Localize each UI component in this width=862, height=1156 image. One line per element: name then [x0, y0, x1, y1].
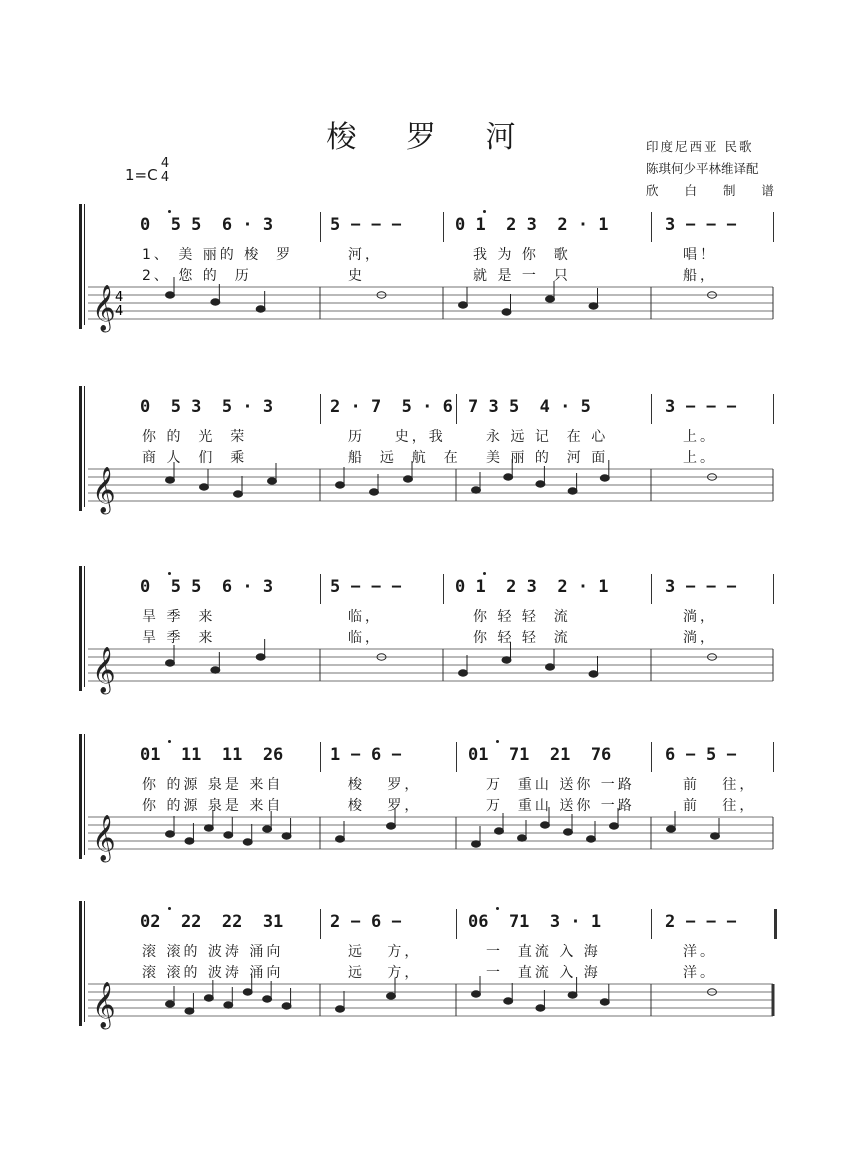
note-head: [536, 481, 545, 487]
lyric-line-2: 梭 罗，: [348, 798, 422, 814]
octave-dot: [168, 907, 171, 910]
jianpu-measure: 01 71 21 76: [468, 745, 612, 765]
lyric-line-2: 商 人 们 乘: [142, 450, 248, 466]
note-head: [243, 989, 252, 995]
staff: [0, 815, 862, 865]
octave-dot: [496, 907, 499, 910]
jianpu-measure: 06 71 3 · 1: [468, 912, 602, 932]
lyric-line-2: 洋。: [683, 965, 717, 981]
note-head: [166, 477, 175, 483]
song-title: 梭 罗 河: [326, 120, 536, 155]
note-head: [587, 836, 596, 842]
note-head: [256, 306, 265, 312]
lyric-line-1: 旱 季 来: [142, 609, 216, 625]
jianpu-barline: [651, 574, 652, 604]
time-sig-top: 4: [160, 156, 170, 171]
jianpu-barline: [651, 394, 652, 424]
note-head: [256, 654, 265, 660]
note-head: [336, 482, 345, 488]
note-head: [568, 992, 577, 998]
time-signature: [160, 157, 170, 185]
jianpu-barline: [320, 394, 321, 424]
note-head: [564, 829, 573, 835]
note-head: [667, 826, 676, 832]
lyric-line-1: 临，: [348, 609, 382, 625]
jianpu-measure: 0 5 3 5 · 3: [140, 397, 274, 417]
note-head: [387, 823, 396, 829]
note-head: [610, 823, 619, 829]
note-head: [282, 833, 291, 839]
octave-dot: [483, 210, 486, 213]
note-head: [282, 1003, 291, 1009]
note-head: [536, 1005, 545, 1011]
jianpu-measure: 0 1 2 3 2 · 1: [455, 215, 609, 235]
jianpu-barline: [774, 909, 777, 939]
jianpu-barline: [456, 909, 457, 939]
note-head: [387, 993, 396, 999]
note-head: [204, 995, 213, 1001]
staff: [0, 285, 862, 335]
lyric-line-2: 2、 您 的 历: [142, 268, 252, 284]
note-head: [200, 484, 209, 490]
lyric-line-1: 你 轻 轻 流: [473, 609, 571, 625]
jianpu-measure: 0 5 5 6 · 3: [140, 215, 274, 235]
note-head: [518, 835, 527, 841]
jianpu-measure: 01 11 11 26: [140, 745, 284, 765]
lyric-line-2: 淌，: [683, 630, 717, 646]
note-head: [336, 836, 345, 842]
lyric-line-1: 滚 滚的 波涛 涌向: [142, 944, 284, 960]
note-head: [546, 664, 555, 670]
note-head: [459, 670, 468, 676]
jianpu-measure: 3 − − −: [665, 397, 737, 417]
treble-clef-icon: 𝄞: [92, 647, 116, 693]
note-head: [224, 1002, 233, 1008]
note-head: [711, 833, 720, 839]
jianpu-measure: 5 − − −: [330, 577, 402, 597]
note-head: [459, 302, 468, 308]
lyric-line-1: 永 远 记 在 心: [486, 429, 609, 445]
credits: [646, 136, 785, 202]
time-sig-bottom: 4: [160, 170, 170, 185]
jianpu-measure: 1 − 6 −: [330, 745, 402, 765]
jianpu-barline: [651, 742, 652, 772]
lyric-line-2: 上。: [683, 450, 717, 466]
note-head: [185, 838, 194, 844]
jianpu-measure: 5 − − −: [330, 215, 402, 235]
key-signature: 1=C: [125, 166, 158, 184]
jianpu-barline: [651, 909, 652, 939]
treble-clef-icon: 𝄞: [92, 982, 116, 1028]
jianpu-barline: [320, 909, 321, 939]
note-head: [166, 831, 175, 837]
lyric-line-1: 前 往，: [683, 777, 757, 793]
lyric-line-2: 前 往，: [683, 798, 757, 814]
treble-clef-icon: 𝄞: [92, 815, 116, 861]
jianpu-measure: 2 − − −: [665, 912, 737, 932]
credit-origin: 印度尼西亚 民歌: [646, 139, 754, 154]
jianpu-barline: [456, 742, 457, 772]
lyric-line-1: 唱！: [683, 247, 717, 263]
lyric-line-1: 你 的源 泉是 来自: [142, 777, 284, 793]
note-head: [589, 303, 598, 309]
note-head: [166, 292, 175, 298]
note-head: [370, 489, 379, 495]
jianpu-measure: 0 1 2 3 2 · 1: [455, 577, 609, 597]
jianpu-measure: 2 − 6 −: [330, 912, 402, 932]
staff: [0, 647, 862, 697]
note-head: [472, 991, 481, 997]
note-head: [263, 996, 272, 1002]
note-head: [336, 1006, 345, 1012]
credit-translators: 陈琪何少平林维译配: [646, 161, 759, 176]
jianpu-barline: [651, 212, 652, 242]
note-head: [404, 476, 413, 482]
note-head: [600, 999, 609, 1005]
lyric-line-2: 旱 季 来: [142, 630, 216, 646]
jianpu-barline: [456, 394, 457, 424]
jianpu-barline: [320, 212, 321, 242]
note-head: [166, 660, 175, 666]
jianpu-measure: 2 · 7 5 · 6: [330, 397, 453, 417]
staff: [0, 467, 862, 517]
jianpu-measure: 3 − − −: [665, 215, 737, 235]
lyric-line-2: 一 直流 入 海: [486, 965, 601, 981]
lyric-line-2: 船 远 航 在: [348, 450, 461, 466]
lyric-line-1: 洋。: [683, 944, 717, 960]
lyric-line-2: 你 轻 轻 流: [473, 630, 571, 646]
note-head: [472, 487, 481, 493]
lyric-line-1: 上。: [683, 429, 717, 445]
lyric-line-2: 临，: [348, 630, 382, 646]
lyric-line-2: 你 的源 泉是 来自: [142, 798, 284, 814]
note-head: [546, 296, 555, 302]
lyric-line-2: 船，: [683, 268, 717, 284]
note-head: [504, 998, 513, 1004]
lyric-line-1: 我 为 你 歌: [473, 247, 571, 263]
jianpu-barline: [773, 394, 774, 424]
lyric-line-1: 远 方，: [348, 944, 422, 960]
note-head: [541, 822, 550, 828]
jianpu-barline: [443, 574, 444, 604]
note-head: [204, 825, 213, 831]
lyric-line-1: 一 直流 入 海: [486, 944, 601, 960]
lyric-line-1: 梭 罗，: [348, 777, 422, 793]
octave-dot: [168, 210, 171, 213]
jianpu-barline: [773, 742, 774, 772]
note-head: [472, 841, 481, 847]
note-head: [600, 475, 609, 481]
lyric-line-2: 远 方，: [348, 965, 422, 981]
staff: [0, 982, 862, 1032]
note-head: [166, 1001, 175, 1007]
lyric-line-1: 1、 美 丽的 梭 罗: [142, 247, 294, 263]
treble-clef-icon: 𝄞: [92, 467, 116, 513]
note-head: [211, 299, 220, 305]
jianpu-measure: 6 − 5 −: [665, 745, 737, 765]
note-head: [263, 826, 272, 832]
note-head: [234, 491, 243, 497]
lyric-line-2: 就 是 一 只: [473, 268, 571, 284]
note-head: [243, 839, 252, 845]
jianpu-measure: 0 5 5 6 · 3: [140, 577, 274, 597]
lyric-line-2: 史: [348, 268, 365, 284]
jianpu-measure: 02 22 22 31: [140, 912, 284, 932]
jianpu-barline: [773, 574, 774, 604]
jianpu-barline: [320, 742, 321, 772]
note-head: [589, 671, 598, 677]
lyric-line-2: 滚 滚的 波涛 涌向: [142, 965, 284, 981]
jianpu-measure: 7 3 5 4 · 5: [468, 397, 591, 417]
octave-dot: [496, 740, 499, 743]
lyric-line-1: 淌，: [683, 609, 717, 625]
lyric-line-2: 万 重山 送你 一路: [486, 798, 635, 814]
lyric-line-1: 你 的 光 荣: [142, 429, 248, 445]
note-head: [568, 488, 577, 494]
note-head: [224, 832, 233, 838]
staff-time-signature: 4: [115, 290, 124, 305]
credit-engraver: 欣 白 制 谱: [646, 183, 785, 198]
note-head: [268, 478, 277, 484]
note-head: [495, 828, 504, 834]
lyric-line-1: 万 重山 送你 一路: [486, 777, 635, 793]
note-head: [185, 1008, 194, 1014]
octave-dot: [168, 740, 171, 743]
note-head: [502, 309, 511, 315]
lyric-line-1: 历 史，我: [348, 429, 446, 445]
jianpu-barline: [320, 574, 321, 604]
note-head: [502, 657, 511, 663]
octave-dot: [168, 572, 171, 575]
lyric-line-2: 美 丽 的 河 面: [486, 450, 609, 466]
jianpu-barline: [773, 212, 774, 242]
treble-clef-icon: 𝄞: [92, 285, 116, 331]
jianpu-measure: 3 − − −: [665, 577, 737, 597]
lyric-line-1: 河，: [348, 247, 382, 263]
note-head: [211, 667, 220, 673]
jianpu-barline: [443, 212, 444, 242]
octave-dot: [483, 572, 486, 575]
note-head: [504, 474, 513, 480]
staff-time-signature: 4: [115, 304, 124, 319]
